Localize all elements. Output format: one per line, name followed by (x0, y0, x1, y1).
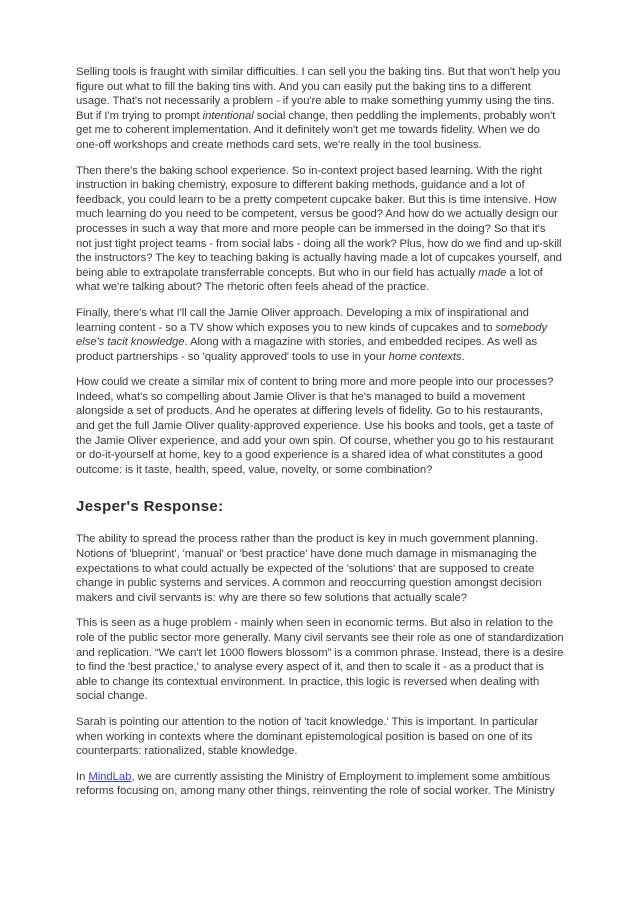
paragraph-jamie-oliver-approach (76, 306, 564, 364)
emphasis-tacit-knowledge: somebody else's tacit knowledge (76, 321, 548, 349)
paragraph-baking-school (76, 164, 564, 295)
emphasis-made: made (478, 266, 507, 279)
paragraph-text-part: social change, then peddling the implements, probably won't get me to coherent implementation. And it definitely won't get me towards fidelity. When we do one-off workshops and create methods card sets, we're really in the tool business. (76, 109, 556, 151)
paragraph-sarah-tacit-knowledge: Sarah is pointing our attention to the notion of 'tacit knowledge.' This is important. In particular when working in contexts where the dominant epistemological position is based on one of its counterparts: rationalized, stable knowledge. (76, 715, 539, 758)
document-content (76, 65, 564, 799)
emphasis-intentional: intentional (202, 109, 254, 122)
paragraph-text-part: Finally, there's what I'll call the Jamie Oliver approach. Developing a mix of inspirational and learning content - so a TV show which exposes you to new kinds of cupcakes and to (76, 306, 529, 334)
mindlab-link[interactable]: MindLab (88, 770, 132, 783)
paragraph-similar-mix-of-content: How could we create a similar mix of content to bring more and more people into our processes? Indeed, what's so compelling about Jamie Oliver is that he's managed to build a movement alongside a set of products. And he operates at differing levels of fidelity. Go to his restaurants, and get the full Jamie Oliver quality-approved experience. Use his books and tools, get a taste of the Jamie Oliver experience, and add your own spin. Of course, whether you go to his restaurant or do-it-yourself at home, key to a good experience is a shared idea of what constitutes a good outcome: is it taste, health, speed, value, novelty, or some combination? (76, 376, 554, 476)
paragraph-text-part: , we are currently assisting the Ministry of Employment to implement some ambitious reforms focusing on, among many other things, reinventing the role of social worker. The Ministry (76, 770, 555, 798)
paragraph-selling-tools (76, 65, 564, 153)
emphasis-home-contexts: home contexts (388, 350, 462, 363)
paragraph-text-part: . Along with a magazine with stories, and embedded recipes. As well as product partnerships - so 'quality approved' tools to use in your (76, 336, 538, 363)
section-heading-jespers-response: Jesper's Response: (76, 498, 224, 516)
paragraph-text-part: a lot of what we're talking about? The rhetoric often feels ahead of the practice. (76, 266, 543, 294)
paragraph-text-part: In (76, 770, 89, 783)
paragraph-huge-problem: This is seen as a huge problem - mainly when seen in economic terms. But also in relation to the role of the public sector more generally. Many civil servants see their role as one of standardization and replication. “We can't let 1000 flowers blossom” is a common phrase. Instead, there is a desire to find the 'best practice,' to analyse every aspect of it, and then to scale it - as a product that is able to change its contextual environment. In practice, this logic is reversed when dealing with social change. (76, 617, 564, 703)
paragraph-text-part: . (461, 350, 465, 363)
paragraph-text-part: Then there's the baking school experience. So in-context project based learning. With the right instruction in baking chemistry, exposure to different baking methods, guidance and a lot of feedback, you could learn to be a pretty competent cupcake baker. But this is time intensive. How much learning do you need to be competent, versus be good? And how do we actually design our processes in such a way that more and more people can be immersed in the doing? So that it's not just tight project teams - from social labs - doing all the work? Plus, how do we find and up-skill the instructors? The key to teaching baking is actually having made a lot of cupcakes yourself, and being able to extrapolate transferrable concepts. But who in our field has actually (76, 164, 562, 279)
paragraph-text-part: Selling tools is fraught with similar difficulties. I can sell you the baking tins. But that won't help you figure out what to fill the baking tins with. And you can easily put the baking tins to a different usage. That's not necessarily a problem - if you're able to make something yummy using the tins. But if I'm trying to prompt (76, 66, 561, 122)
paragraph-mindlab-ministry (76, 770, 564, 799)
paragraph-spread-the-process: The ability to spread the process rather than the product is key in much government planning. Notions of 'blueprint', 'manual' or 'best practice' have done much damage in mismanaging the expectations to what could actually be expected of the 'solutions' that are supposed to create change in public systems and services. A common and reoccurring question amongst decision makers and civil servants is: why are there so few solutions that actually scale? (76, 533, 542, 604)
